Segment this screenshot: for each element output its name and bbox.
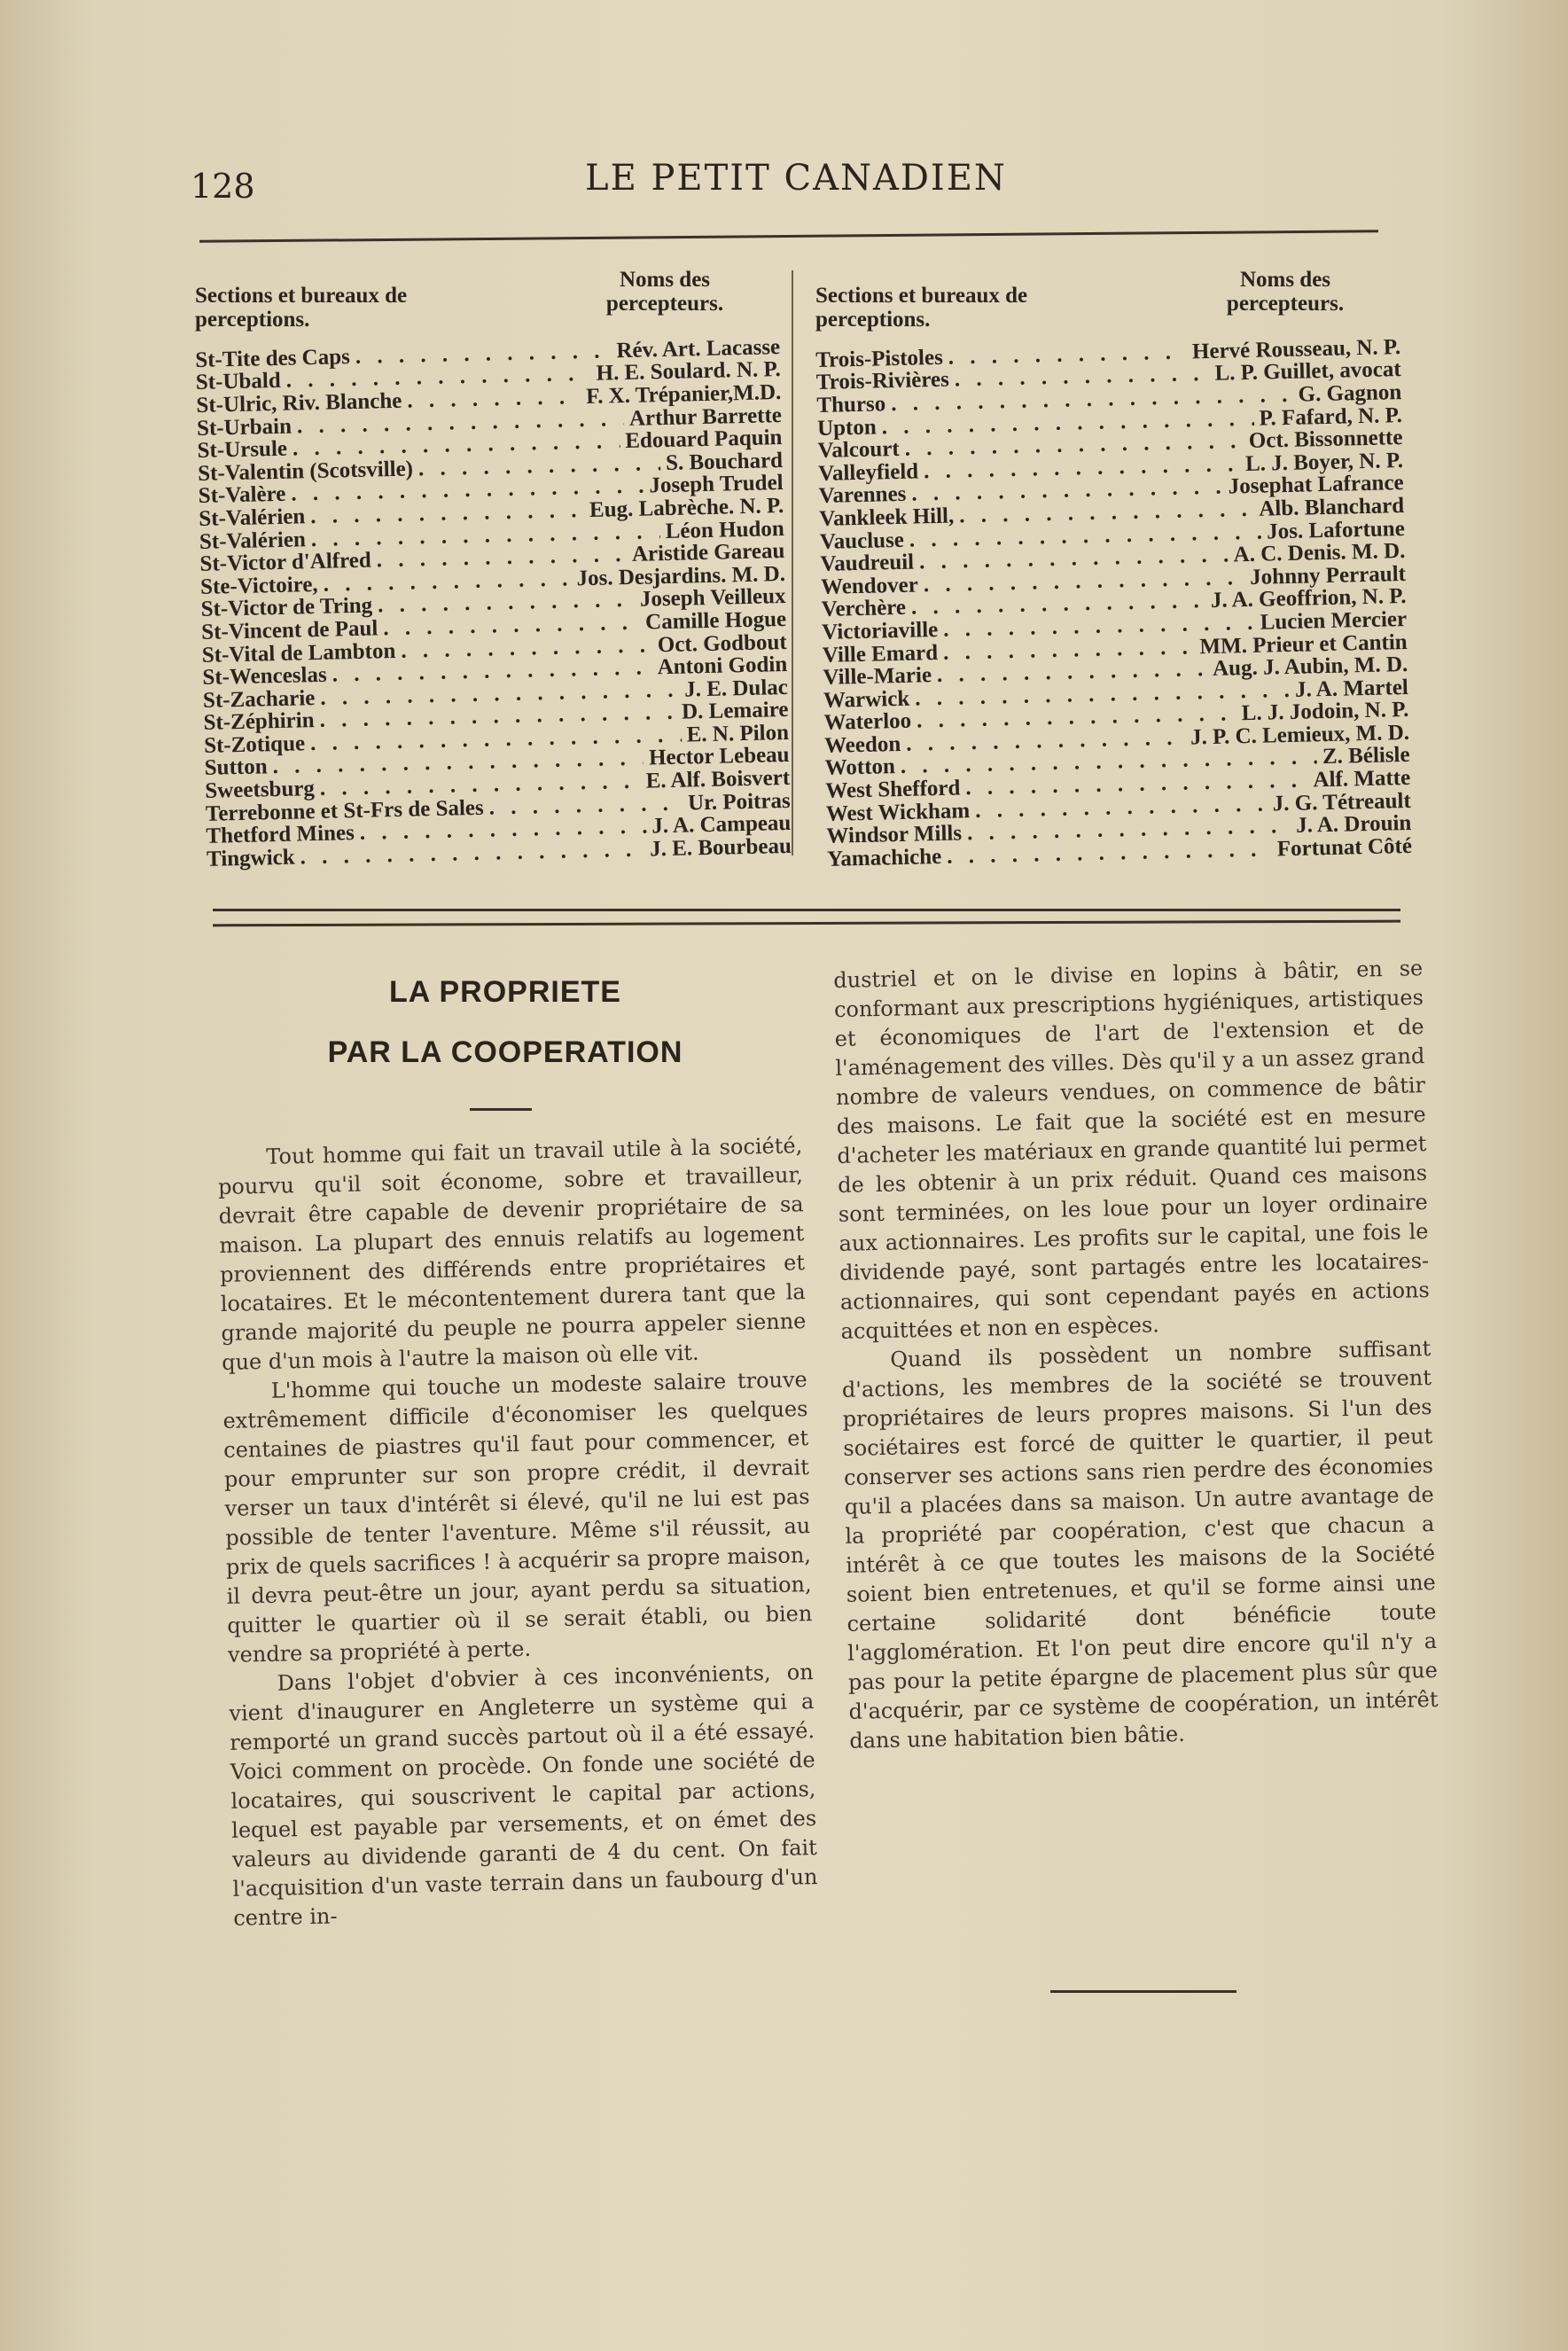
collector-name: P. Fafard, N. P.: [1259, 402, 1403, 431]
section-name: Windsor Mills: [826, 821, 963, 849]
collector-name: J. P. C. Lemieux, M. D.: [1190, 720, 1410, 750]
collector-name: Hervé Rousseau, N. P.: [1191, 334, 1401, 364]
collector-name: J. E. Bourbeau: [649, 833, 792, 862]
section-name: St-Valère: [198, 482, 286, 509]
section-name: St-Vital de Lambton: [201, 638, 396, 668]
article-paragraph: Tout homme qui fait un travail utile à la société, pourvu qu'il soit économe, sobre et travailleur, devrait être capable de devenir propriétaire de sa maison. La plupart des ennuis relatifs au logement proviennent des différends entre propriétaires et locataires. Et le mécontentement durera tant que la grande majorité du peuple ne pourra appeler sienne que d'un mois à l'autre la maison où elle vit.: [217, 1133, 807, 1375]
title-rule: [470, 1108, 532, 1111]
collector-name: Arthur Barrette: [628, 402, 783, 431]
article-column-left: [217, 1131, 819, 1933]
collector-name: J. A. Drouin: [1295, 811, 1412, 839]
collector-name: F. X. Trépanier,M.D.: [585, 379, 782, 409]
section-column-header: Sections et bureaux de perceptions.: [195, 284, 408, 332]
section-name: West Shefford: [825, 776, 961, 803]
collector-name: E. N. Pilon: [686, 720, 790, 747]
table-rows: [815, 336, 1412, 871]
section-name: Vankleek Hill,: [819, 504, 955, 531]
section-name: Ste-Victoire,: [199, 572, 318, 599]
section-name: St-Ursule: [197, 436, 288, 464]
section-name: St-Valérien: [199, 527, 307, 554]
section-name: Weedon: [823, 731, 901, 758]
section-name: Trois-Rivières: [815, 367, 950, 395]
collector-name: Rév. Art. Lacasse: [616, 334, 781, 363]
section-name: Sutton: [204, 754, 268, 781]
collector-table-left: [194, 266, 792, 871]
collector-name: Oct. Bissonnette: [1248, 426, 1403, 454]
collector-name: Joseph Veilleux: [639, 584, 786, 613]
section-name: Ville-Marie: [823, 663, 932, 691]
section-column-header: Sections et bureaux de perceptions.: [815, 284, 1028, 332]
article-paragraph: L'homme qui touche un modeste salaire trouve extrêmement difficile d'économiser les quelques centaines de piastres qu'il faut pour commencer, et pour emprunter sur son propre crédit, il devrait verser un taux d'intérêt si élevé, qu'il ne lui est pas possible de tenter l'aventure. Même s'il réussit, au prix de quels sacrifices ! à acquérir sa propre maison, il devra peut-être un jour, ayant perdu sa situation, quitter le quartier où il se serait établi, ou bien vendre sa propriété à perte.: [222, 1367, 813, 1668]
section-name: Warwick: [823, 686, 910, 713]
article-title-line1: LA PROPRIETE: [389, 975, 621, 1009]
article-paragraph: dustriel et on le divise en lopins à bâtir, en se conformant aux prescriptions hygiéniques, artistiques et économiques de l'art de l'extension et de l'aménagement des villes. Dès qu'il y a un assez grand nombre de valeurs vendues, on commence de bâtir des maisons. Le fait que la société est en mesure d'acheter les matériaux en grande quantité lui permet de les obtenir à un prix réduit. Quand ces maisons sont terminées, on les loue pour un loyer ordinaire aux actionnaires. Les profits sur le capital, une fois le dividende payé, sont partagés entre les locataires-actionnaires, qui sont cependant payés en actions acquittées et non en espèces.: [833, 956, 1431, 1344]
section-name: Sweetsburg: [205, 777, 316, 803]
collector-name: Jos. Lafortune: [1266, 516, 1406, 544]
collector-name: Fortunat Côté: [1276, 833, 1413, 862]
collector-name: J. E. Dulac: [683, 675, 789, 702]
article-end-rule: [1050, 1990, 1236, 1993]
collector-name: Z. Bélisle: [1322, 743, 1410, 769]
column-divider: [792, 270, 793, 855]
section-name: St-Victor de Tring: [200, 593, 373, 622]
section-name: St-Victor d'Alfred: [199, 548, 372, 577]
section-name: Verchère: [821, 596, 907, 622]
collector-name: Oct. Godbout: [657, 629, 787, 657]
collector-name: G. Gagnon: [1298, 379, 1402, 407]
collector-name: Aristide Gareau: [631, 539, 785, 567]
article-column-right: [833, 954, 1439, 1756]
section-name: Thetford Mines: [206, 821, 355, 849]
section-name: St-Urbain: [196, 414, 293, 441]
collector-name: Aug. J. Aubin, M. D.: [1212, 652, 1408, 682]
section-name: Yamachiche: [826, 844, 942, 871]
collector-name: Johnny Perrault: [1249, 561, 1407, 590]
page-number: 128: [191, 167, 255, 206]
table-rows: [195, 336, 792, 871]
section-name: Victoriaville: [821, 617, 939, 644]
section-name: Wendover: [820, 573, 919, 599]
collector-table-right: [815, 266, 1413, 871]
running-title: LE PETIT CANADIEN: [585, 158, 1007, 199]
table-header: [815, 266, 1400, 330]
collector-name: Hector Lebeau: [648, 743, 790, 770]
collector-name: A. C. Denis. M. D.: [1233, 539, 1406, 567]
collector-name: S. Bouchard: [665, 448, 784, 475]
collector-name: Ur. Poitras: [687, 788, 792, 816]
collector-name: J. A. Martel: [1294, 675, 1409, 702]
collector-name: Edouard Paquin: [624, 426, 783, 454]
collector-name: MM. Prieur et Cantin: [1199, 629, 1408, 659]
section-name: St-Zacharie: [202, 685, 316, 713]
collector-name: Jos. Desjardins. M. D.: [576, 561, 786, 591]
collector-name: Josephat Lafrance: [1228, 471, 1404, 499]
article-title-line2: PAR LA COOPERATION: [327, 1035, 683, 1069]
collector-name: D. Lemaire: [681, 698, 789, 724]
section-name: West Wickham: [825, 798, 971, 826]
collector-name: Léon Hudon: [665, 516, 785, 543]
collector-name: Joseph Trudel: [649, 471, 784, 498]
collector-name: J. G. Tétreault: [1272, 788, 1412, 816]
section-rule-top: [213, 909, 1400, 911]
section-name: St-Valérien: [199, 504, 306, 531]
collector-name: Eug. Labrèche. N. P.: [589, 493, 784, 522]
collector-name: Antoni Godin: [657, 652, 788, 680]
section-name: Upton: [816, 415, 877, 441]
collector-column-header: Noms des percepteurs.: [605, 268, 724, 316]
collector-column-header: Noms des percepteurs.: [1226, 268, 1345, 316]
section-name: Waterloo: [823, 708, 912, 736]
collector-name: J. A. Geoffrion, N. P.: [1210, 584, 1407, 613]
collector-name: L. J. Jodoin, N. P.: [1241, 698, 1409, 726]
section-name: Terrebonne et St-Frs de Sales: [205, 795, 484, 826]
section-name: St-Valentin (Scotsville): [197, 457, 414, 486]
section-name: Thurso: [816, 392, 886, 418]
section-name: Valleyfield: [817, 459, 919, 486]
header-rule: [199, 230, 1378, 243]
collector-name: Alb. Blanchard: [1258, 493, 1405, 521]
section-name: Tingwick: [206, 845, 295, 871]
section-name: St-Tite des Caps: [194, 344, 351, 372]
section-name: St-Wenceslas: [202, 662, 327, 691]
section-rule-bottom: [213, 920, 1400, 927]
section-name: Valcourt: [817, 437, 901, 464]
article-paragraph: Quand ils possèdent un nombre suffisant d'actions, les membres de la société se trouvent propriétaires de leurs propres maisons. Si l'un des sociétaires est forcé de quitter le quartier, il peut conserver ses actions sans rien perdre des économies qu'il a placées dans sa maison. Un autre avantage de la propriété par coopération, c'est que chacun a intérêt à ce que toutes les maisons de la Société soient bien entretenues, et qu'il se forme ainsi une certaine solidarité dont bénéficie toute l'agglomération. Et l'on peut dire encore qu'il n'y a pas pour la petite épargne de placement plus sûr que d'acquérir, par ce système de coopération, un intérêt dans une habitation bien bâtie.: [841, 1335, 1439, 1753]
section-name: Ville Emard: [822, 640, 939, 668]
collector-name: Alf. Matte: [1313, 765, 1411, 793]
section-name: St-Zotique: [203, 731, 306, 758]
section-name: Trois-Pistoles: [815, 345, 944, 372]
section-name: Vaucluse: [819, 527, 905, 554]
section-name: Varennes: [818, 482, 907, 509]
section-name: St-Ubald: [195, 369, 282, 395]
collector-name: L. P. Guillet, avocat: [1214, 357, 1401, 387]
table-header: [195, 266, 780, 330]
section-name: St-Ulric, Riv. Blanche: [196, 388, 402, 418]
section-name: St-Zéphirin: [203, 708, 315, 736]
section-name: St-Vincent de Paul: [200, 616, 378, 644]
collector-name: J. A. Campeau: [651, 811, 792, 839]
collector-name: E. Alf. Boisvert: [645, 765, 791, 793]
collector-name: L. J. Boyer, N. P.: [1244, 448, 1404, 476]
collector-name: Camille Hogue: [644, 606, 787, 635]
collector-name: H. E. Soulard. N. P.: [596, 357, 781, 387]
section-name: Wotton: [824, 754, 896, 781]
section-name: Vaudreuil: [820, 550, 915, 577]
collector-name: Lucien Mercier: [1260, 606, 1408, 635]
article-paragraph: Dans l'objet d'obvier à ces inconvénients, on vient d'inaugurer en Angleterre un système qui a remporté un grand succès partout où il a été essayé. Voici comment on procède. On fonde une société de locataires, qui souscrivent le capital par actions, lequel est payable par versements, et on émet des valeurs au dividende garanti de 4 du cent. On fait l'acquisition d'un vaste terrain dans un faubourg d'un centre in-: [229, 1660, 818, 1931]
page-header: [191, 151, 1383, 222]
